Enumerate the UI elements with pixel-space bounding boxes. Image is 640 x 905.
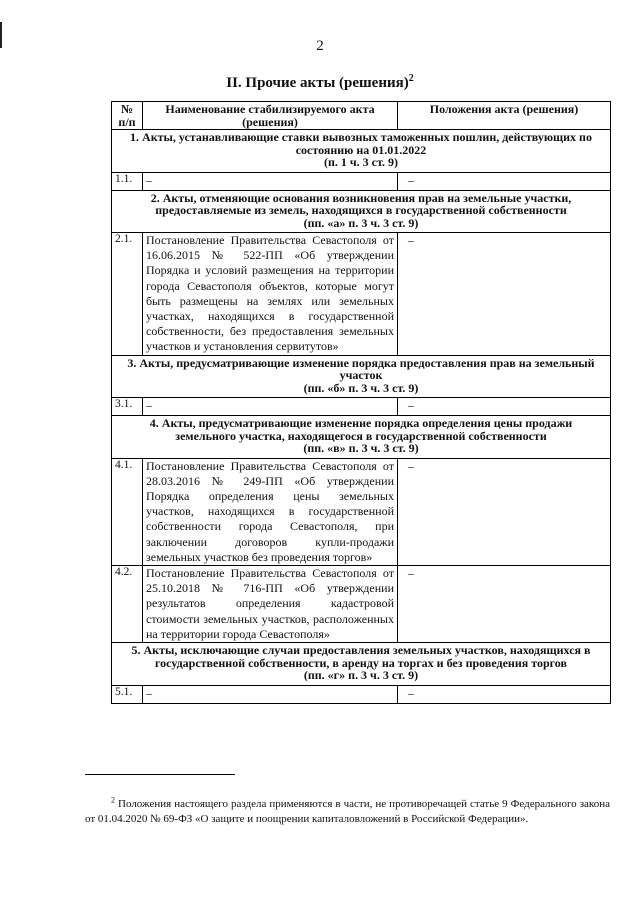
row-act-name: – <box>143 685 398 703</box>
table-row <box>112 685 611 703</box>
title-footnote-ref: 2 <box>408 73 414 84</box>
table-row <box>112 172 611 190</box>
acts-table <box>111 101 611 704</box>
table-row <box>112 458 611 565</box>
row-provisions: – <box>398 172 611 190</box>
section-heading-text: 1. Акты, устанавливающие ставки вывозных таможенных пошлин, действующих по состоянию на 01.01.2022 <box>130 130 592 157</box>
page-number: 2 <box>316 38 324 54</box>
section-heading-text: 3. Акты, предусматривающие изменение порядка предоставления прав на земельный участок <box>127 355 595 383</box>
row-act-name: Постановление Правительства Севастополя от 28.03.2016 № 249-ПП «Об утверждении Порядка определения цены земельных участков, находящихся в государственной собственности города Севастополя, при заключении договоров купли-продажи земельных участков без проведения торгов» <box>143 458 398 565</box>
row-provisions: – <box>398 685 611 703</box>
row-act-name: Постановление Правительства Севастополя от 25.10.2018 № 716-ПП «Об утверждении результатов определения кадастровой стоимости земельных участков, расположенных на территории города Севастополя» <box>143 566 398 643</box>
footnote-separator <box>85 774 235 775</box>
row-provisions: – <box>398 458 611 565</box>
header-provisions: Положения акта (решения) <box>398 102 611 130</box>
footnote <box>85 797 610 827</box>
row-num: 4.2. <box>112 566 143 643</box>
header-num: № п/п <box>112 102 143 130</box>
row-num: 1.1. <box>112 172 143 190</box>
header-name: Наименование стабилизируемого акта (решения) <box>143 102 398 130</box>
section-row <box>112 643 611 686</box>
row-provisions: – <box>398 398 611 416</box>
row-num: 4.1. <box>112 458 143 565</box>
table-header-row <box>112 102 611 130</box>
footnote-text: Положения настоящего раздела применяются в части, не противоречащей статье 9 Федерального закона от 01.04.2020 № 69-ФЗ «О защите и поощрении капиталовложений в Российской Федерации». <box>85 798 610 825</box>
section-ref: (п. 1 ч. 3 ст. 9) <box>324 155 398 169</box>
section-heading <box>112 416 611 459</box>
section-heading <box>112 355 611 398</box>
section-row <box>112 355 611 398</box>
section-heading <box>112 643 611 686</box>
section-ref: (пп. «а» п. 3 ч. 3 ст. 9) <box>303 215 419 230</box>
row-num: 3.1. <box>112 398 143 416</box>
section-title <box>0 75 640 92</box>
section-heading <box>112 190 611 233</box>
section-heading-text: 4. Акты, предусматривающие изменение порядка определения цены продажи земельного участка, находящегося в государственной собственности <box>149 416 573 443</box>
section-heading-text: 2. Акты, отменяющие основания возникновения прав на земельные участки, предоставляемые из земель, находящихся в государственной собственности <box>150 190 572 217</box>
section-ref: (пп. «в» п. 3 ч. 3 ст. 9) <box>303 441 419 456</box>
row-provisions: – <box>398 233 611 356</box>
table-row <box>112 566 611 643</box>
section-title-text: II. Прочие акты (решения) <box>226 75 409 91</box>
section-row <box>112 190 611 233</box>
section-ref: (пп. «б» п. 3 ч. 3 ст. 9) <box>303 380 419 395</box>
row-num: 5.1. <box>112 685 143 703</box>
row-act-name: – <box>143 398 398 416</box>
table-row <box>112 233 611 356</box>
row-act-name: Постановление Правительства Севастополя от 16.06.2015 № 522-ПП «Об утверждении Порядка и условий размещения на территории города Севастополя объектов, которые могут быть размещены на землях или земельных участках, находящихся в государственной собственности, без предоставления земельных участков и установления сервитутов» <box>143 233 398 356</box>
section-row <box>112 130 611 173</box>
footnote-marker: 2 <box>111 795 115 805</box>
table-row <box>112 398 611 416</box>
section-heading-text: 5. Акты, исключающие случаи предоставления земельных участков, находящихся в государственной собственности, в аренду на торгах и без проведения торгов <box>131 643 591 670</box>
row-provisions: – <box>398 566 611 643</box>
section-heading <box>112 130 611 173</box>
row-act-name: – <box>143 172 398 190</box>
section-ref: (пп. «г» п. 3 ч. 3 ст. 9) <box>303 668 419 683</box>
section-row <box>112 416 611 459</box>
row-num: 2.1. <box>112 233 143 356</box>
